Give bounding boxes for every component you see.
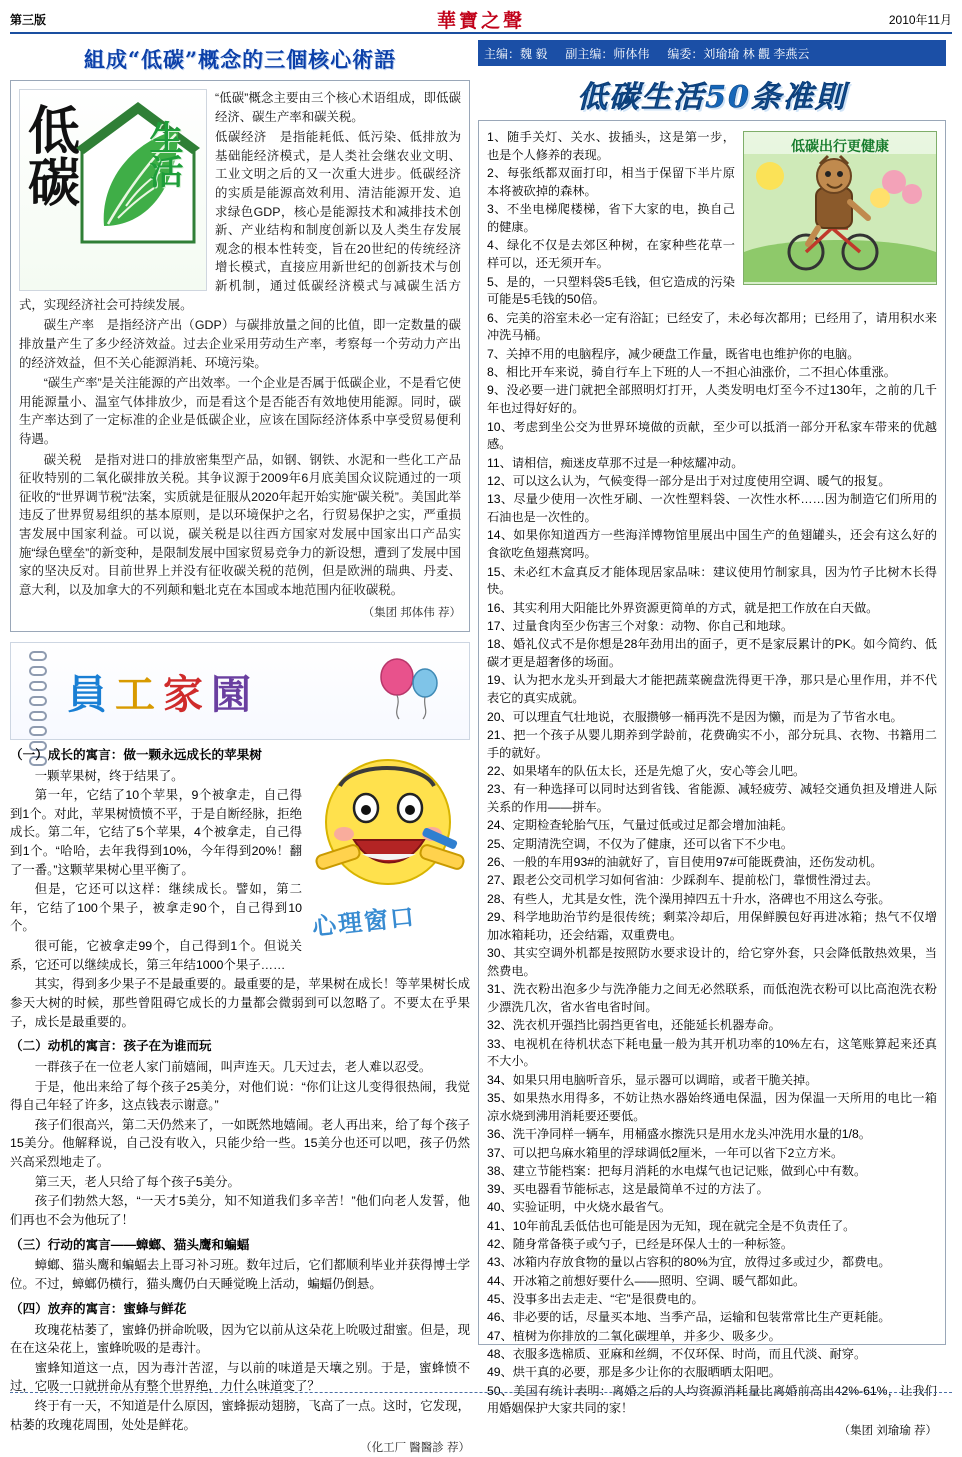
story-4-p-1: 蜜蜂知道这一点，因为毒汁苦涩，与以前的味道是天壤之别。于是，蜜蜂愤不过，它吸一口就拼命从有整个世界绝，力什么味道变了？ bbox=[10, 1360, 470, 1394]
left-column bbox=[10, 40, 470, 1455]
deputy-editor: 副主编：师体伟 bbox=[565, 46, 650, 61]
rules-list bbox=[487, 129, 937, 1418]
rule-item: 43、冰箱内存放食物的量以占容积的80%为宜，放得过多或过少，都费电。 bbox=[487, 1255, 891, 1270]
logo-char-di: 低 bbox=[28, 101, 81, 162]
rule-item: 11、请相信，痴迷皮草那不过是一种炫耀冲动。 bbox=[487, 455, 744, 470]
rule-item: 8、相比开车来说，骑自行车上下班的人一不担心油涨价，二不担心体重涨。 bbox=[487, 365, 896, 380]
story-2-p-4: 孩子们勃然大怒，“一天才5美分，知不知道我们多辛苦！”他们向老人发誓，他们再也不会为他玩了！ bbox=[10, 1194, 470, 1227]
logo-word-shenghuo: 生活 bbox=[143, 120, 183, 188]
rule-item: 31、洗衣粉出泡多少与洗净能力之间无必然联系，而低泡洗衣粉可以比高泡洗衣粉少漂洗几次，省水省电省时间。 bbox=[487, 982, 937, 1014]
page-columns bbox=[10, 40, 952, 1455]
rule-item: 40、实验证明，中火烧水最省气。 bbox=[487, 1200, 672, 1215]
low-carbon-article bbox=[10, 80, 470, 632]
balloon-icon bbox=[373, 657, 447, 721]
chief-editor: 主编：魏 毅 bbox=[484, 46, 548, 61]
rule-item: 44、开冰箱之前想好要什么——照明、空调、暖气都如此。 bbox=[487, 1273, 806, 1288]
story-heading-3: （三）行动的寓言——蟑螂、猫头鹰和蝙蝠 bbox=[10, 1237, 250, 1252]
rule-item: 19、认为把水龙头开到最大才能把蔬菜碗盘洗得更干净，那只是心里作用，并不代表它的真实成就。 bbox=[487, 673, 937, 706]
rule-item: 10、考虑到坐公交为世界环境做的贡献，至少可以抵消一部分开私家车带来的优越感。 bbox=[487, 419, 937, 452]
rule-item: 37、可以把乌麻水箱里的浮球调低2厘米，一年可以省下2立方米。 bbox=[487, 1145, 844, 1160]
article-p-2: 碳生产率 是指经济产出（GDP）与碳排放量之间的比值，即一定数量的碳排放量产生了多少经济效益。过去企业采用劳动生产率，考察每一个劳动力产出的经济效益，但不关心能源消耗、环境污染。 bbox=[19, 318, 461, 370]
right-headline: 低碳生活50条准則 bbox=[577, 80, 847, 115]
story-1-p-3: 很可能，它被拿走99个，自己得到1个。但说关系，它还可以继续成长，第三年结1000个果子…… bbox=[10, 939, 302, 972]
logo-char-tan: 碳 bbox=[28, 153, 81, 214]
rule-item: 27、跟老公交司机学习如何省油：少踩刹车、提前松门，靠惯性滑过去。 bbox=[487, 873, 879, 888]
banner-char-1: 工 bbox=[115, 670, 163, 718]
rule-item: 18、婚礼仪式不是你想是28年劲用出的面子，更不是家辰累计的PK。如今简约、低碳才更是超奢侈的场面。 bbox=[487, 637, 937, 670]
rule-item: 21、把一个孩子从婴儿期养到学龄前，花费确实不小，部分玩具、衣物、书籍用二手的就好。 bbox=[487, 727, 937, 760]
story-2-p-2: 孩子们很高兴，第二天仍然来了，一如既然地嬉闹。老人再出来，给了每个孩子15美分。他解释说，自己没有收入，只能少给一些。15美分也还可以吧，孩子仍然兴高采烈地走了。 bbox=[10, 1117, 470, 1170]
logo-char-top bbox=[28, 101, 81, 214]
story-1-p-0: 一颗苹果树，终于结果了。 bbox=[34, 768, 184, 783]
story-heading-4: （四）放弃的寓言：蜜蜂与鲜花 bbox=[10, 1301, 187, 1316]
story-4-p-2: 终于有一天，不知道是什么原因，蜜蜂振动翅膀，飞高了一点。这时，它发现，枯萎的玫瑰花周围，处处是鲜花。 bbox=[10, 1398, 470, 1432]
story-2-p-3: 第三天，老人只给了每个孩子5美分。 bbox=[34, 1174, 240, 1189]
article-byline: （集团 邦体伟 荐） bbox=[362, 607, 461, 620]
story-1-p-4: 其实，得到多少果子不是最重要的。最重要的是，苹果树在成长！等苹果树长成参天大树的时候，那些曾阻碍它成长的力量都会微弱到可以忽略了。不要太在乎果子，成长是最重要的。 bbox=[10, 977, 470, 1029]
article-p-0: “低碳”概念主要由三个核心术语组成，即低碳经济、碳生产率和碳关税。 bbox=[215, 91, 461, 124]
rule-item: 24、定期检查轮胎气压，气量过低或过足都会增加油耗。 bbox=[487, 818, 794, 833]
rule-item: 47、植树为你排放的二氧化碳埋单，并多少、吸多少。 bbox=[487, 1328, 781, 1343]
story-heading-2: （二）动机的寓言：孩子在为谁而玩 bbox=[10, 1039, 212, 1054]
rule-item: 39、买电器看节能标志，这是最简单不过的方法了。 bbox=[487, 1182, 769, 1197]
right-column bbox=[478, 40, 946, 1438]
story-heading-1: （一）成长的寓言：做一颗永远成长的苹果树 bbox=[10, 747, 262, 762]
rule-item: 7、关掉不用的电脑程序，减少硬盘工作量，既省电也维护你的电脑。 bbox=[487, 346, 860, 361]
rule-item: 35、如果热水用得多，不妨让热水器始终通电保温，因为保温一天所用的电比一箱凉水烧到沸用消耗要还要低。 bbox=[487, 1091, 937, 1123]
rule-item: 25、定期清洗空调，不仅为了健康，还可以省下不少电。 bbox=[487, 836, 794, 851]
page-bottom-divider bbox=[10, 1392, 952, 1393]
rule-item: 5、是的，一只塑料袋5毛钱，但它造成的污染可能是5毛钱的50倍。 bbox=[487, 274, 735, 307]
left-headline: 組成“低碳”概念的三個核心術語 bbox=[83, 47, 397, 72]
rule-item: 14、如果你知道西方一些海洋博物馆里展出中国生产的鱼翅罐头，还会有这么好的食欲吃鱼翅燕窝吗。 bbox=[487, 528, 937, 561]
rule-item: 33、电视机在待机状态下耗电量一般为其开机功率的10%左右，这笔账算起来还真不大小。 bbox=[487, 1036, 937, 1069]
smiley-face-icon bbox=[310, 746, 470, 922]
employee-home-title bbox=[67, 663, 259, 720]
rule-item: 23、有一种选择可以同时达到省钱、省能源、减轻疲劳、减轻交通负担及增进人际关系的作用——拼车。 bbox=[487, 782, 937, 815]
rule-item: 29、科学地助治节约是很传统；剩菜冷却后，用保鲜膜包好再进冰箱；热气不仅增加冰箱耗功，还会结霜，双重费电。 bbox=[487, 909, 937, 942]
rule-item: 36、洗干净同样一辆车，用桶盛水擦洗只是用水龙头冲洗用水量的1/8。 bbox=[487, 1127, 871, 1142]
healthy-travel-caption: 低碳出行更健康 bbox=[791, 138, 889, 154]
rule-item: 9、没必要一进门就把全部照明灯打开，人类发明电灯至今不过130年，之前的几千年也过得好好的。 bbox=[487, 383, 937, 416]
rule-item: 26、一般的车用93#的油就好了，盲目使用97#可能既费油，还伤发动机。 bbox=[487, 855, 883, 869]
rule-item: 34、如果只用电脑听音乐，显示器可以调暗，或者干脆关掉。 bbox=[487, 1072, 818, 1087]
rule-item: 32、洗衣机开强挡比弱挡更省电，还能延长机器寿命。 bbox=[487, 1018, 781, 1033]
issue-date: 2010年11月 bbox=[888, 12, 952, 27]
rule-item: 16、其实利用大阳能比外界资源更简单的方式，就是把工作放在白天做。 bbox=[487, 600, 879, 615]
rule-item: 38、建立节能档案：把每月消耗的水电煤气也记记账，做到心中有数。 bbox=[487, 1163, 867, 1178]
paper-title: 華寶之聲 bbox=[436, 9, 525, 32]
rule-item: 12、可以这么认为，气候变得一部分是出于对过度使用空调、暖气的报复。 bbox=[487, 473, 891, 488]
rule-item: 41、10年前乱丢低估也可能是因为无知，现在就完全是不负责任了。 bbox=[487, 1218, 856, 1233]
rule-item: 3、不坐电梯爬楼梯，省下大家的电，换自己的健康。 bbox=[487, 202, 735, 235]
story-3-p-0: 蟑螂、猫头鹰和蝙蝠去上哥习补习班。数年过后，它们都顺利毕业并获得博士学位。不过，蟑螂仍横行，猫头鹰仍白天睡觉晚上活动，蝙蝠仍倒悬。 bbox=[10, 1258, 470, 1291]
banner-char-2: 家 bbox=[163, 670, 211, 718]
editorial-bar bbox=[478, 40, 946, 66]
rule-item: 50、美国有统计表明：离婚之后的人均资源消耗量比离婚前高出42%-61%，让我们用婚姻保护大家共同的家！ bbox=[487, 1383, 937, 1416]
banner-char-3: 園 bbox=[211, 670, 259, 718]
healthy-travel-card bbox=[743, 131, 937, 285]
rule-item: 20、可以理直气壮地说，衣服攒够一桶再洗不是因为懒，而是为了节省水电。 bbox=[487, 709, 903, 724]
employee-home-banner bbox=[10, 642, 470, 740]
editorial-board: 编委：刘瑜瑜 林 觀 李燕云 bbox=[667, 46, 810, 61]
rule-item: 2、每张纸都双面打印，相当于保留下半片原本将被砍掉的森林。 bbox=[487, 166, 735, 198]
rules-byline: （集团 刘瑜瑜 荐） bbox=[838, 1425, 937, 1438]
rule-item: 49、烘干真的必要，那是多少让你的衣服晒晒太阳吧。 bbox=[487, 1365, 781, 1380]
rule-item: 4、绿化不仅是去郊区种树，在家种些花草一样可以，还无须开车。 bbox=[487, 238, 735, 271]
rule-item: 48、衣服多选棉质、亚麻和丝绸，不仅环保、时尚，而且代淡、耐穿。 bbox=[487, 1346, 867, 1361]
rule-item: 1、随手关灯、关水、拔插头，这是第一步，也是个人修养的表现。 bbox=[487, 130, 735, 162]
psychology-window-stamp: 心理窗口 bbox=[310, 901, 418, 942]
rule-item: 30、其实空调外机都是按照防水要求设计的，给它穿外套，只会降低散热效果，当然费电。 bbox=[487, 946, 937, 978]
smiley-illustration bbox=[310, 746, 470, 946]
story-1-p-2: 但是，它还可以这样：继续成长。譬如，第二年，它结了100个果子，被拿走90个，自己得到10个。 bbox=[10, 882, 302, 934]
story-1-p-1: 第一年，它结了10个苹果，9个被拿走，自己得到1个。对此，苹果树愤愤不平，于是自断经脉，拒绝成长。第二年，它结了5个苹果，4个被拿走，自己得到1个。“哈哈，去年我得到10%，今年得到20%！翻了一番。”这颗苹果树心里平衡了。 bbox=[10, 788, 302, 877]
story-2-p-0: 一群孩子在一位老人家门前嬉闹，叫声连天。几天过去，老人难以忍受。 bbox=[34, 1060, 432, 1075]
rule-item: 28、有些人，尤其是女性，洗个澡用掉四五十升水，洛碑也不用这么夸张。 bbox=[487, 891, 891, 906]
rule-item: 15、未必红木盒真反才能体现居家品味：建议使用竹制家具，因为竹子比树木长得快。 bbox=[487, 564, 937, 597]
banner-char-0: 員 bbox=[67, 670, 115, 718]
edition-label: 第三版 bbox=[10, 12, 47, 27]
rule-item: 22、如果堵车的队伍太长，还是先熄了火，安心等会儿吧。 bbox=[487, 763, 806, 778]
masthead bbox=[10, 6, 952, 34]
rule-item: 6、完美的浴室未必一定有浴缸；已经安了，未必每次都用；已经用了，请用积水来冲洗马桶。 bbox=[487, 310, 937, 343]
stories-byline: （化工厂 醫醫診 荐） bbox=[360, 1442, 470, 1455]
rule-item: 17、过量食肉至少伤害三个对象：动物、你自己和地球。 bbox=[487, 618, 794, 633]
article-p-4: 碳关税 是指对进口的排放密集型产品，如钢、钢铁、水泥和一些化工产品征收特别的二氧化碳排放关税。其争议源于2009年6月底美国众议院通过的一项征收的“世界调节税”法案，实质就是征服从2020年起开始实施“碳关税”。美国此举违反了世界贸易组织的基本原则，是以环境保护之名，行贸易保护之实，严重损害发展中国家利益。可以说，碳关税是以往西方国家对发展中国家出口产品实施“绿色壁垒”的新变种，是限制发展中国家贸易竞争力的新设想，遭到了发展中国家的坚决反对。目前世界上并没有征收碳关税的范例，但是欧洲的瑞典、丹麦、意大利，以及加拿大的不列颠和魁北克在本国或本地范围内征收碳税。 bbox=[19, 452, 461, 597]
story-4-p-0: 玫瑰花枯萎了，蜜蜂仍拼命吮吸，因为它以前从这朵花上吮吸过甜蜜。但是，现在在这朵花上，蜜蜂吮吸的是毒汁。 bbox=[10, 1322, 470, 1356]
article-p-3: “碳生产率”是关注能源的产出效率。一个企业是否属于低碳企业，不是看它使用能源量小、温室气体排放少，而是看这个是否能否有效地使用能源。同时，碳生产率达到了一定标准的企业是低碳企业，应该在国际经济体系中享受贸易便利待遇。 bbox=[19, 376, 461, 446]
article-p-1: 低碳经济 是指能耗低、低污染、低排放为基础能经济模式，是人类社会继农业文明、工业文明之后的又一次重大进步。低碳经济的实质是能源高效利用、清洁能源开发、追求绿色GDP，核心是能源技术和减排技术创新、产业结构和制度创新以及人类生存发展观念的根本性转变，旨在20世纪的传统经济增长模式，直接应用新世纪的创新技术与创新机制，通过低碳经济模式与减碳生活方式，实现经济社会可持续发展。 bbox=[19, 130, 461, 312]
story-2-p-1: 于是，他出来给了每个孩子25美分，对他们说：“你们让这儿变得很热闹，我觉得自己年轻了许多，这点钱表示谢意。” bbox=[10, 1079, 470, 1113]
employee-home-stories bbox=[10, 746, 470, 1457]
rule-item: 46、非必要的话，尽量买本地、当季产品，运输和包装常常比生产更耗能。 bbox=[487, 1310, 891, 1325]
low-carbon-logo bbox=[19, 89, 207, 291]
spiral-binding-icon bbox=[29, 651, 45, 731]
rule-item: 45、没事多出去走走、“宅”是很费电的。 bbox=[487, 1292, 704, 1306]
rule-item: 13、尽量少使用一次性牙刷、一次性塑料袋、一次性水杯……因为制造它们所用的石油也是一次性的。 bbox=[487, 492, 937, 525]
rule-item: 42、随身常备筷子或勺子，已经是环保人士的一种标签。 bbox=[487, 1237, 794, 1252]
low-carbon-rules-box bbox=[478, 120, 946, 1438]
